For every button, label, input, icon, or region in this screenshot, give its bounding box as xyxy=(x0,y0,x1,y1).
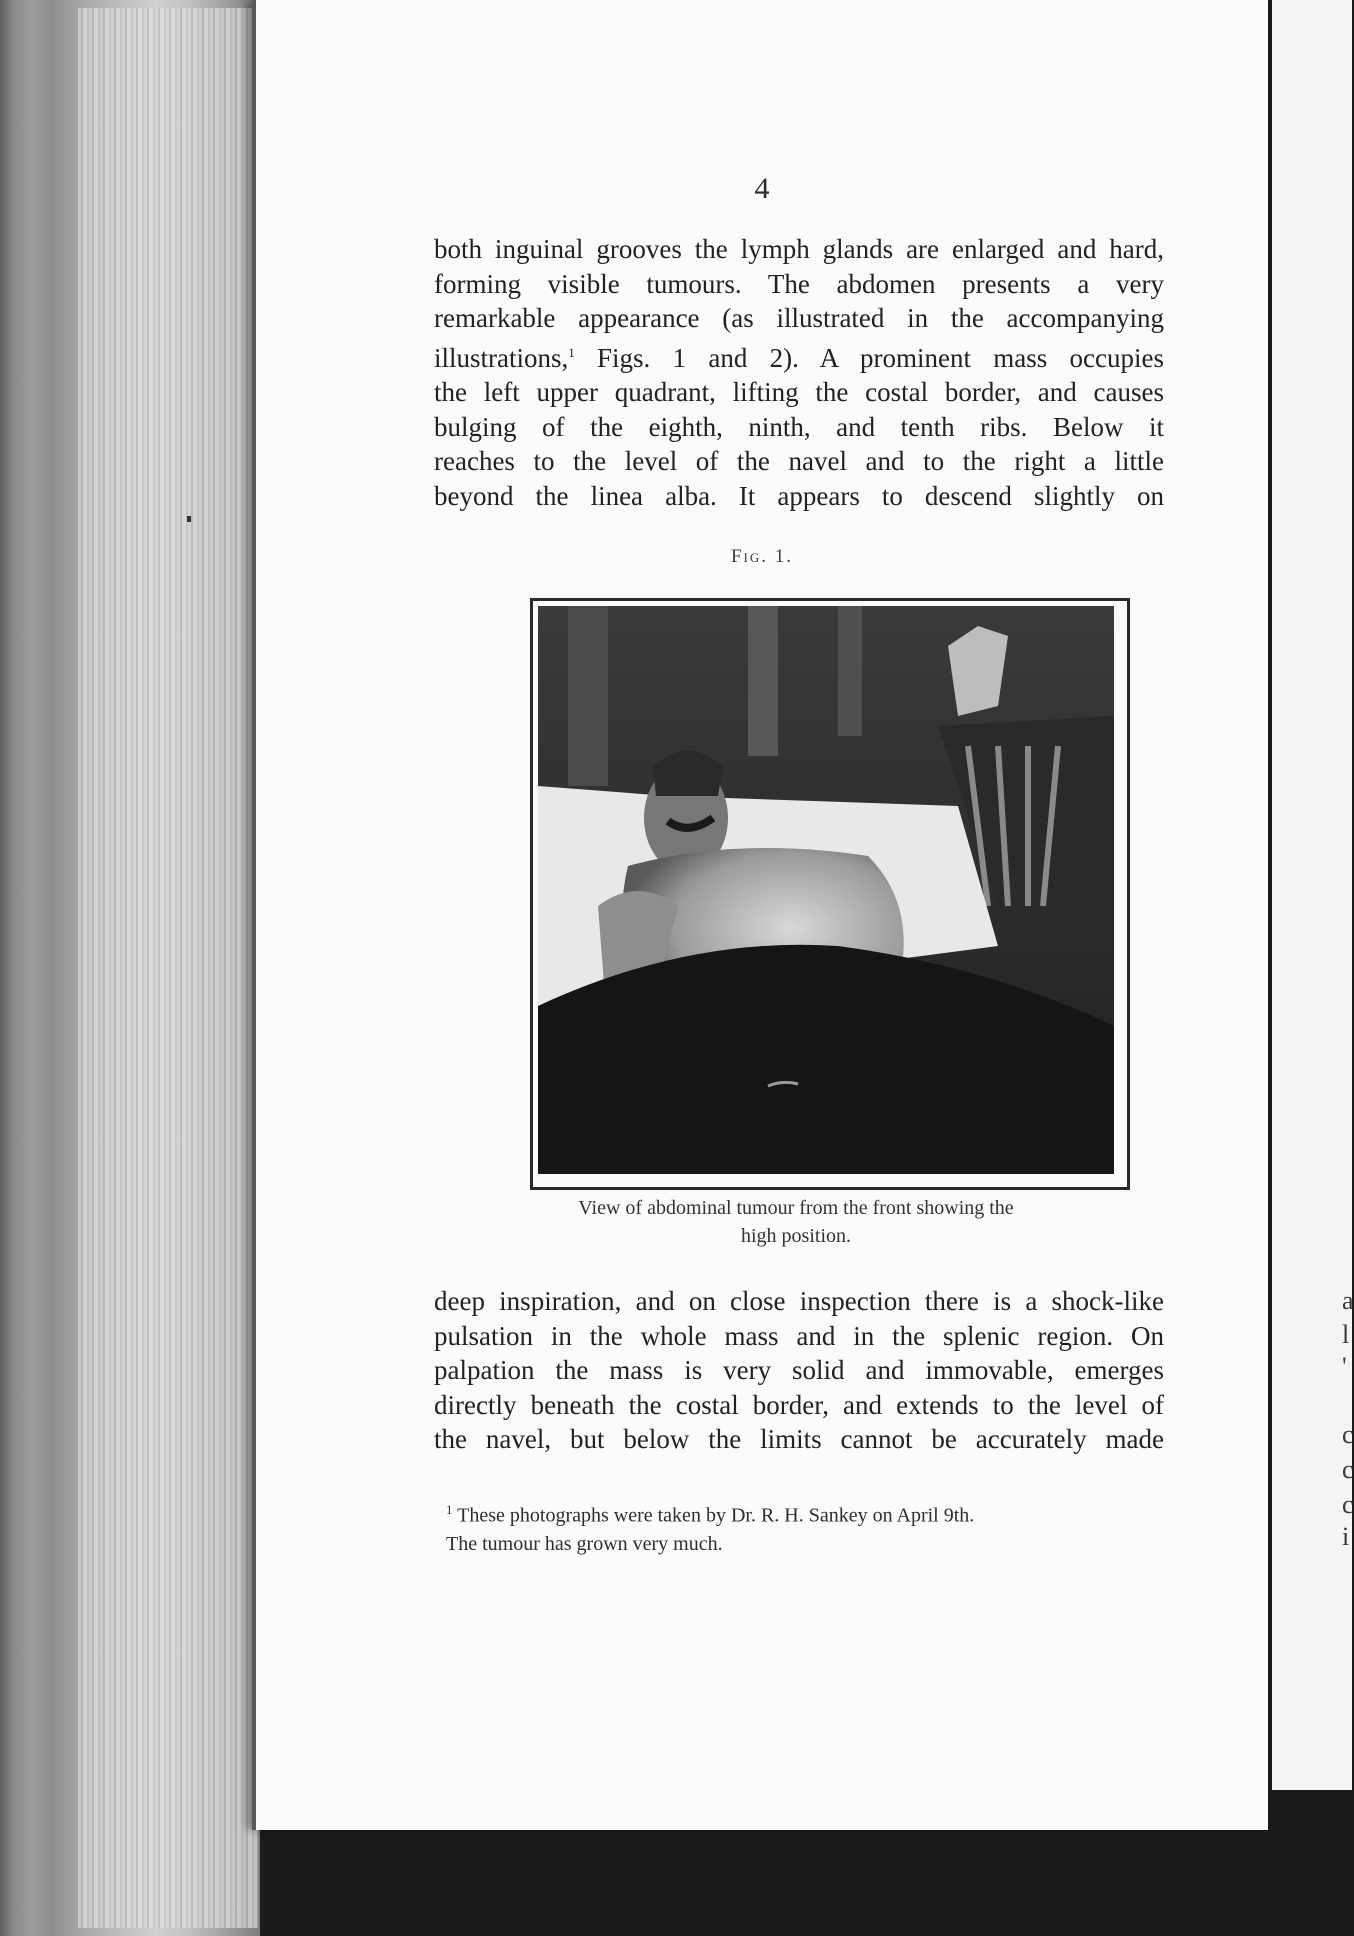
adjacent-page-fragment: l xyxy=(1342,1320,1350,1349)
footnote xyxy=(446,1496,1166,1558)
figure-photo-frame xyxy=(530,598,1130,1190)
paragraph-top xyxy=(434,232,1164,513)
footnote-marker: 1 xyxy=(446,1502,453,1517)
book-page xyxy=(252,0,1268,1830)
text-fragment: illustrations, xyxy=(434,342,569,373)
caption-line: high position. xyxy=(740,1225,851,1247)
text-line: forming visible tumours. The abdomen presents a very xyxy=(434,268,1164,299)
paragraph-bottom xyxy=(434,1284,1164,1457)
footnote-marker: 1 xyxy=(568,344,575,360)
text-line: both inguinal grooves the lymph glands are enlarged and hard, xyxy=(434,234,1164,264)
text-line: directly beneath the costal border, and extends to the level of xyxy=(434,1389,1164,1420)
text-line: beyond the linea alba. It appears to descend slightly on xyxy=(434,480,1164,511)
text-line: remarkable appearance (as illustrated in the accompanying xyxy=(434,303,1164,333)
figure-caption xyxy=(436,1194,1156,1250)
patient-photograph xyxy=(538,606,1114,1174)
page-number: 4 xyxy=(754,172,770,205)
adjacent-page-fragment: c xyxy=(1342,1455,1354,1484)
caption-line: View of abdominal tumour from the front showing the xyxy=(578,1197,1014,1219)
adjacent-page-fragment: a xyxy=(1342,1286,1354,1315)
text-line: the left upper quadrant, lifting the costal border, and causes xyxy=(434,377,1164,407)
footnote-line xyxy=(446,1496,1166,1530)
footnote-line: The tumour has grown very much. xyxy=(446,1532,723,1555)
text-line: palpation the mass is very solid and immovable, emerges xyxy=(434,1355,1164,1385)
text-fragment: Figs. 1 and 2). A prominent mass occupies xyxy=(574,342,1164,373)
figure-label: Fig. 1. xyxy=(730,546,794,567)
adjacent-page-fragment: ' xyxy=(1342,1352,1347,1381)
text-line: the navel, but below the limits cannot be accurately made xyxy=(434,1424,1164,1454)
page-speck xyxy=(187,516,191,522)
text-line: reaches to the level of the navel and to the right a little xyxy=(434,446,1164,476)
text-line: pulsation in the whole mass and in the splenic region. On xyxy=(434,1320,1164,1351)
text-line: bulging of the eighth, ninth, and tenth ribs. Below it xyxy=(434,411,1164,442)
adjacent-page xyxy=(1272,0,1352,1790)
adjacent-page-fragment: c xyxy=(1342,1490,1354,1519)
text-line-with-footnote xyxy=(434,336,1164,376)
text-fragment: These photographs were taken by Dr. R. H. Sankey on April 9th. xyxy=(452,1504,975,1527)
adjacent-page-fragment: c xyxy=(1342,1420,1354,1449)
page-stack xyxy=(78,8,258,1928)
adjacent-page-fragment: i xyxy=(1342,1522,1350,1551)
text-line: deep inspiration, and on close inspection there is a shock-like xyxy=(434,1286,1164,1316)
figure-photo xyxy=(538,606,1114,1174)
